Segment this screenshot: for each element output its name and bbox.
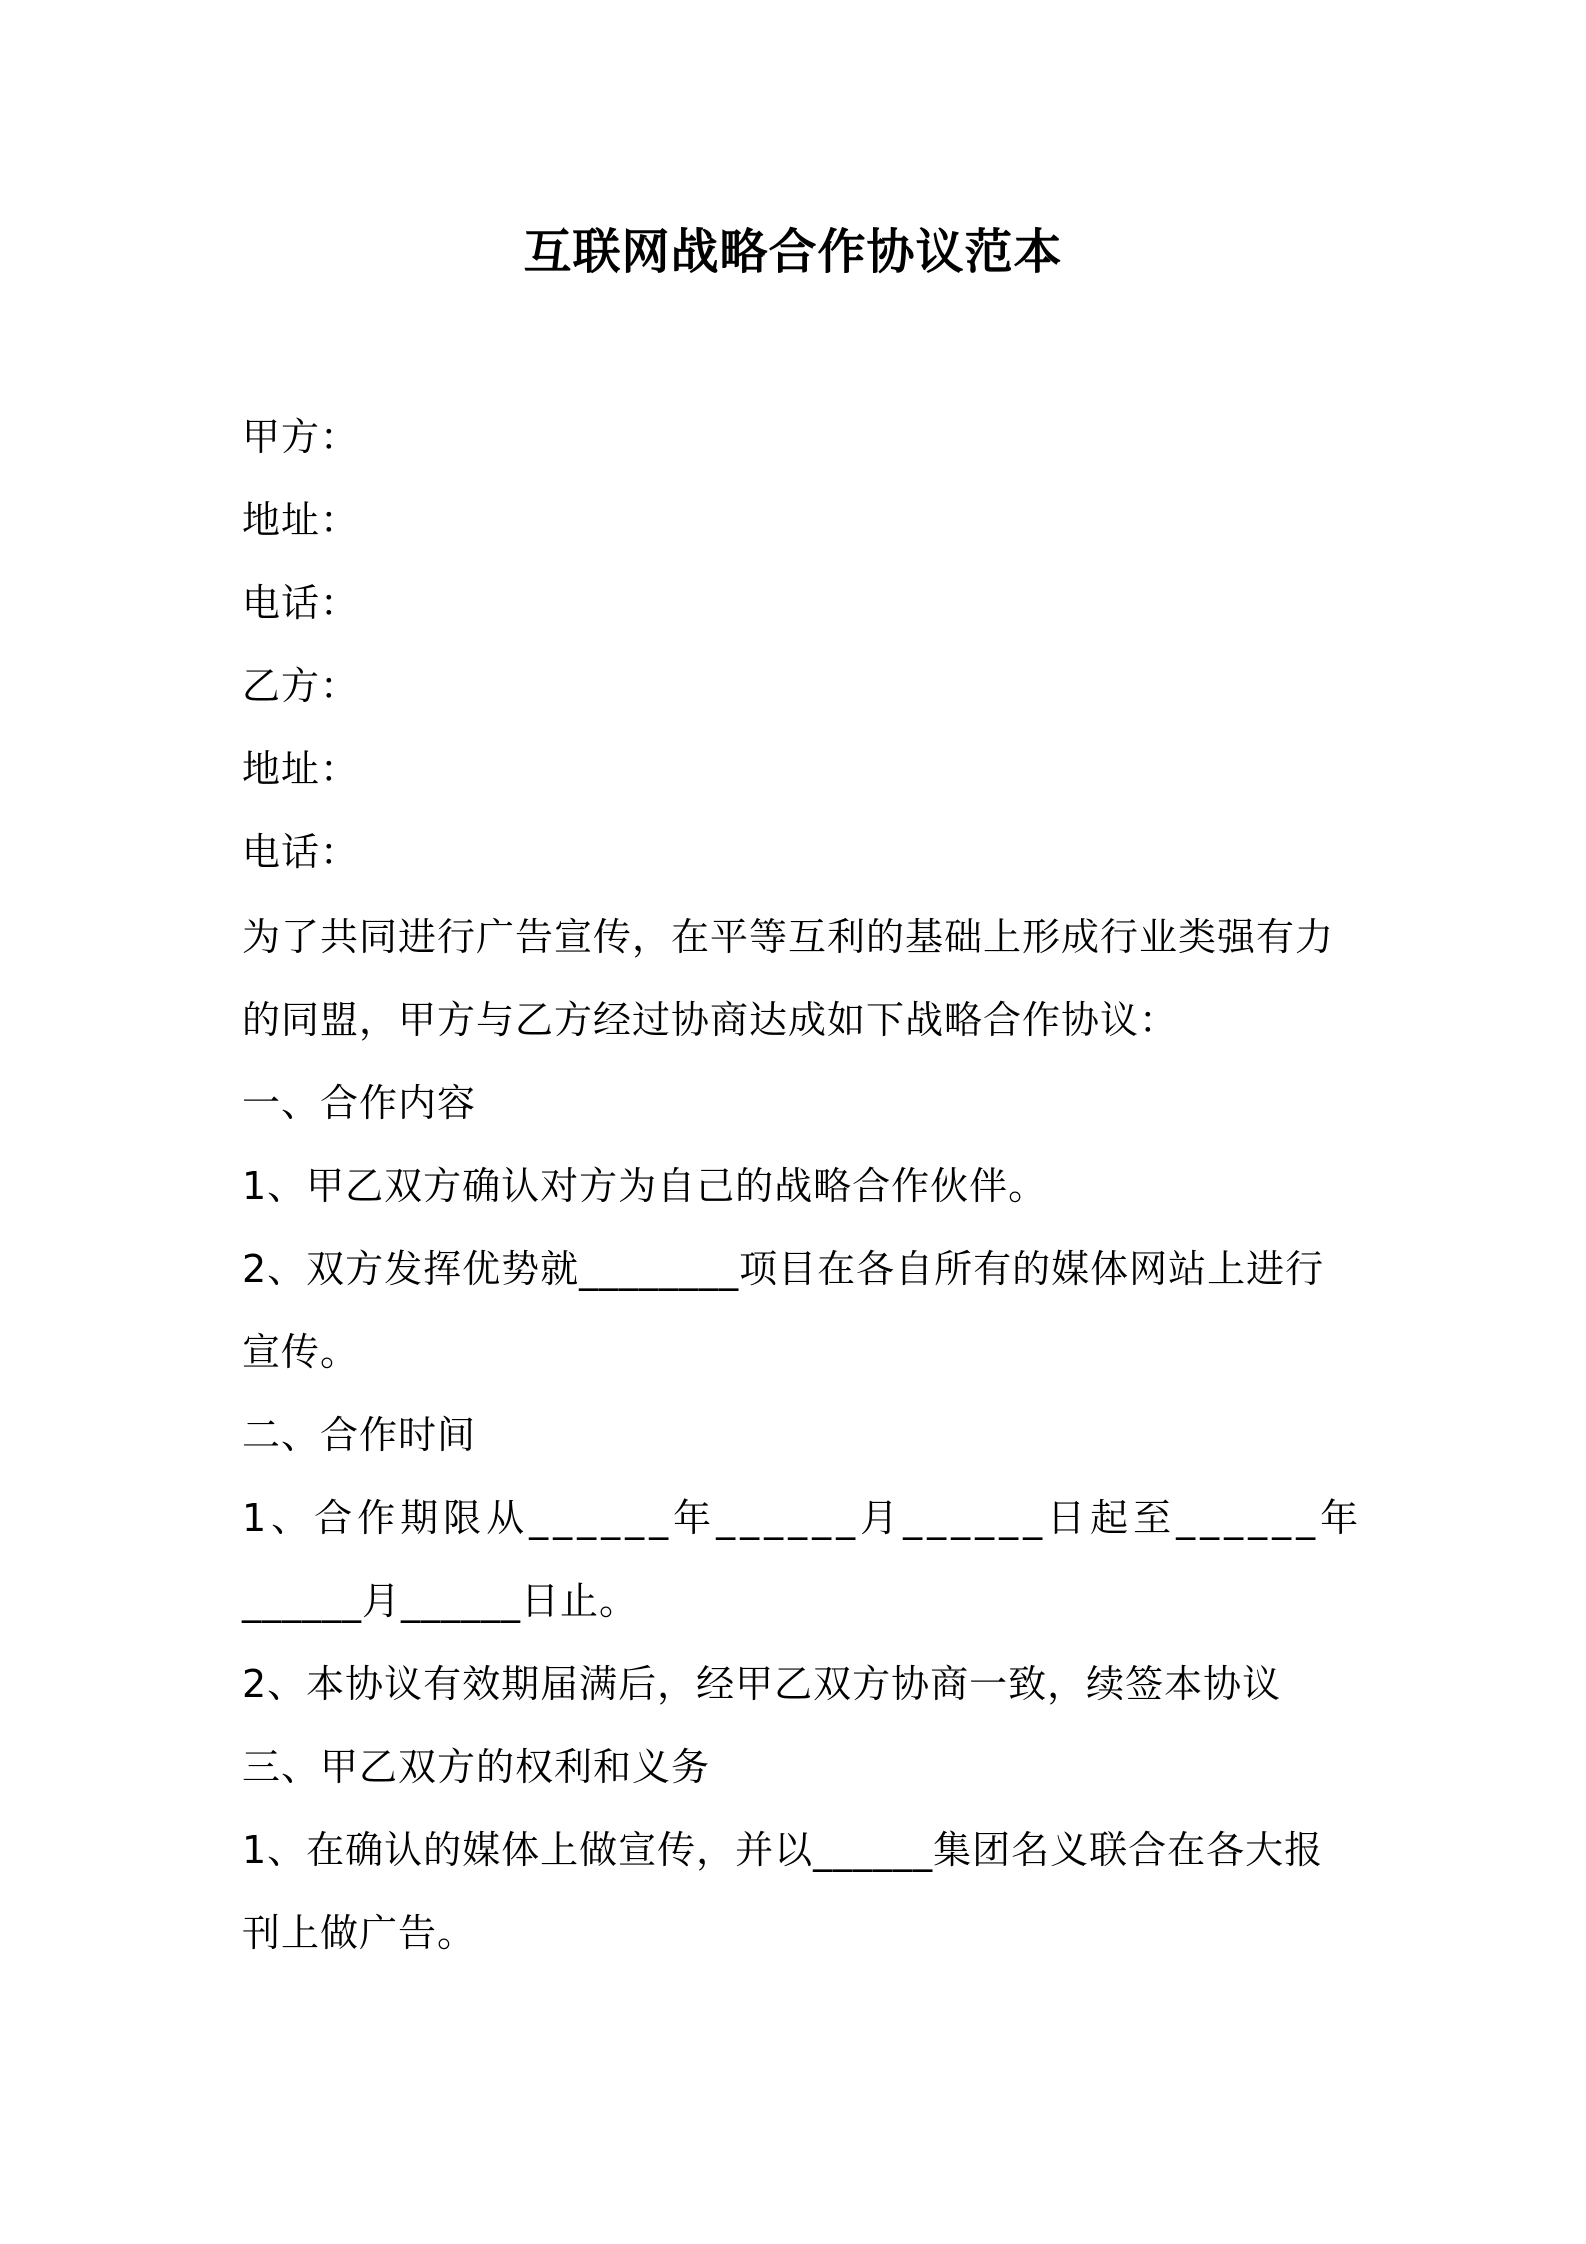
- section-2-clause-1-line-1: 1、合作期限从______年______月______日起至______年: [242, 1496, 1364, 1540]
- party-b-address-label: 地址：: [242, 747, 360, 791]
- section-2-heading: 二、合作时间: [242, 1413, 477, 1457]
- section-3-heading: 三、甲乙双方的权利和义务: [242, 1745, 711, 1789]
- party-b-label: 乙方：: [242, 664, 360, 708]
- party-b-phone-label: 电话：: [242, 830, 360, 874]
- preamble-line-2: 的同盟，甲方与乙方经过协商达成如下战略合作协议：: [242, 998, 1179, 1042]
- section-1-clause-2-line-2: 宣传。: [242, 1330, 360, 1374]
- section-1-clause-2-line-1: 2、双方发挥优势就________项目在各自所有的媒体网站上进行: [242, 1247, 1325, 1291]
- section-3-clause-1-line-1: 1、在确认的媒体上做宣传，并以______集团名义联合在各大报: [242, 1828, 1324, 1872]
- section-3-clause-1-line-2: 刊上做广告。: [242, 1911, 477, 1955]
- preamble-line-1: 为了共同进行广告宣传，在平等互利的基础上形成行业类强有力: [242, 915, 1335, 959]
- document-title: 互联网战略合作协议范本: [523, 224, 1063, 280]
- section-1-heading: 一、合作内容: [242, 1081, 477, 1125]
- party-a-phone-label: 电话：: [242, 581, 360, 625]
- section-2-clause-1-line-2: ______月______日止。: [242, 1579, 639, 1623]
- section-1-clause-1: 1、甲乙双方确认对方为自己的战略合作伙伴。: [242, 1164, 1048, 1208]
- party-a-address-label: 地址：: [242, 498, 360, 542]
- party-a-label: 甲方：: [242, 415, 360, 459]
- section-2-clause-2: 2、本协议有效期届满后，经甲乙双方协商一致，续签本协议: [242, 1662, 1282, 1706]
